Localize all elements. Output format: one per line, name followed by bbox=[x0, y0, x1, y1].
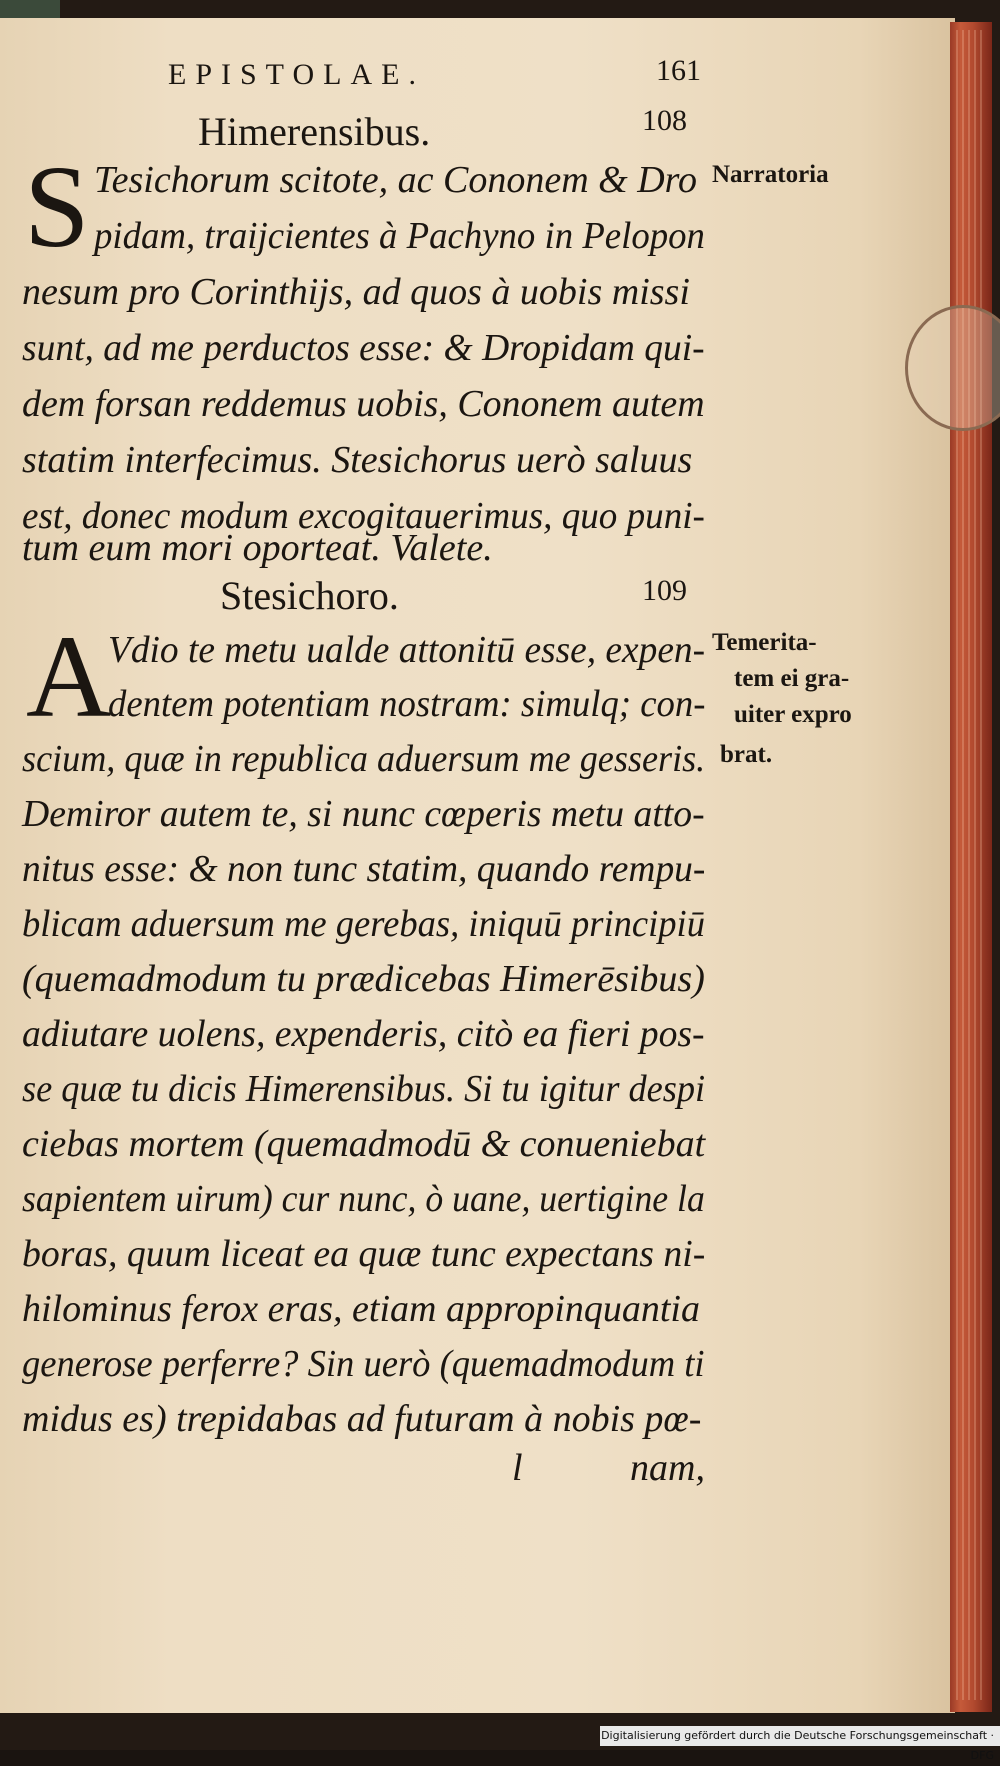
page-number: 161 bbox=[656, 54, 701, 87]
drop-cap: S bbox=[24, 141, 90, 272]
text-line: nitus esse: & non tunc statim, quando rempu- bbox=[22, 848, 706, 890]
text-line: est, donec modum excogitauerimus, quo puni- bbox=[22, 495, 705, 537]
text-line: sunt, ad me perductos esse: & Dropidam qui- bbox=[22, 327, 705, 369]
text-line: tum eum mori oporteat. Valete. bbox=[22, 527, 493, 569]
margin-note: brat. bbox=[720, 741, 773, 768]
text-line: dentem potentiam nostram: simulq; con- bbox=[108, 683, 706, 725]
catchword: nam, bbox=[630, 1447, 705, 1489]
text-line: Tesichorum scitote, ac Cononem & Dro bbox=[94, 159, 698, 201]
text-line: hilominus ferox eras, etiam appropinquantia bbox=[22, 1288, 700, 1330]
drop-cap: A bbox=[26, 611, 112, 742]
margin-note: Narratoria bbox=[712, 161, 829, 188]
text-line: nesum pro Corinthijs, ad quos à uobis missi bbox=[22, 271, 690, 313]
text-line: Demiror autem te, si nunc cœperis metu atto- bbox=[22, 793, 705, 835]
text-line: scium, quæ in republica aduersum me gesseris. bbox=[22, 738, 706, 780]
text-line: midus es) trepidabas ad futuram à nobis pœ- bbox=[22, 1398, 702, 1440]
text-line: adiutare uolens, expenderis, citò ea fieri pos- bbox=[22, 1013, 705, 1055]
text-line: statim interfecimus. Stesichorus uerò saluus bbox=[22, 439, 693, 481]
text-line: generose perferre? Sin uerò (quemadmodum ti bbox=[22, 1343, 705, 1385]
margin-note: uiter expro bbox=[734, 701, 852, 728]
signature-mark: l bbox=[512, 1447, 523, 1489]
text-line: boras, quum liceat ea quæ tunc expectans ni- bbox=[22, 1233, 706, 1275]
margin-note: tem ei gra- bbox=[734, 665, 850, 692]
margin-note: Temerita- bbox=[712, 629, 817, 656]
letter-title: Stesichoro. bbox=[220, 573, 399, 618]
text-line: (quemadmodum tu prædicebas Himerēsibus) bbox=[22, 958, 705, 1000]
text-line: sapientem uirum) cur nunc, ò uane, uertigine la bbox=[22, 1178, 705, 1220]
letter-title: Himerensibus. bbox=[198, 109, 431, 154]
running-title: EPISTOLAE. bbox=[168, 58, 425, 91]
text-line: dem forsan reddemus uobis, Cononem autem bbox=[22, 383, 705, 425]
scan-footer: Digitalisierung gefördert durch die Deutsche Forschungsgemeinschaft · DFG bbox=[600, 1726, 1000, 1746]
text-line: Vdio te metu ualde attonitū esse, expen- bbox=[108, 629, 706, 671]
page-edge-texture bbox=[956, 30, 986, 1700]
letter-number: 109 bbox=[642, 574, 687, 607]
text-line: pidam, traijcientes à Pachyno in Pelopon bbox=[94, 215, 705, 257]
text-line: blicam aduersum me gerebas, iniquū principiū bbox=[22, 903, 705, 945]
text-line: ciebas mortem (quemadmodū & conueniebat bbox=[22, 1123, 706, 1165]
letter-number: 108 bbox=[642, 104, 687, 137]
text-line: se quæ tu dicis Himerensibus. Si tu igitur despi bbox=[22, 1068, 706, 1110]
